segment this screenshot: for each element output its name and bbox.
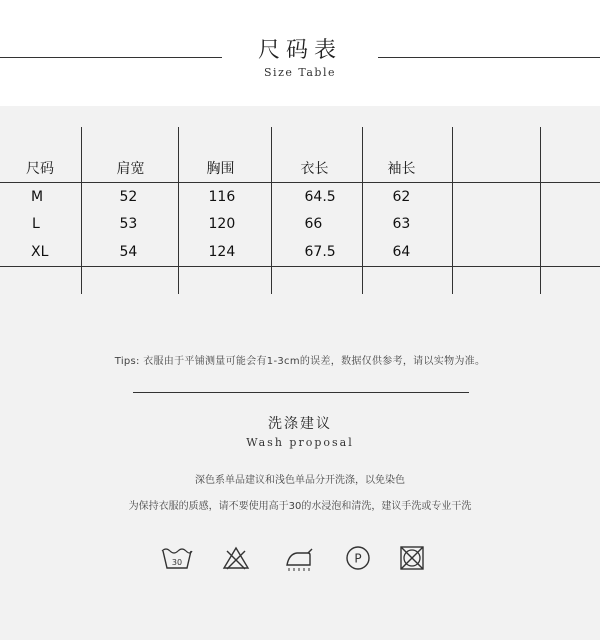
iron-low-icon	[283, 545, 315, 571]
table-row: XL 54 124 67.5 64	[0, 238, 600, 266]
table-row: M 52 116 64.5 62	[0, 183, 600, 211]
header-cell-chest: 胸围	[178, 155, 271, 183]
svg-text:30: 30	[171, 558, 183, 567]
header-cell-blank-1	[452, 155, 540, 183]
header-cell-length: 衣长	[271, 155, 362, 183]
size-table	[0, 127, 600, 294]
wash-30-icon	[161, 545, 193, 571]
header-area	[0, 0, 600, 106]
tips-note: Tips: 衣服由于平铺测量可能会有1-3cm的误差，数据仅供参考，请以实物为准。	[114, 356, 486, 367]
header-cell-size: 尺码	[0, 155, 81, 183]
no-bleach-icon	[222, 545, 250, 571]
table-row: L 53 120 66 63	[0, 211, 600, 239]
header-cell-blank-2	[540, 155, 600, 183]
wash-advice-line-2: 为保持衣服的质感，请不要使用高于30的水浸泡和清洗，建议手洗或专业干洗	[128, 501, 472, 512]
header-cell-shoulder: 肩宽	[81, 155, 178, 183]
no-tumble-dry-icon	[399, 545, 425, 571]
section-divider	[133, 392, 469, 393]
table-spacer-row	[0, 127, 600, 155]
page-subtitle: Size Table	[264, 66, 336, 79]
wash-advice-line-1: 深色系单品建议和浅色单品分开洗涤，以免染色	[195, 475, 405, 486]
table-spacer-row	[0, 266, 600, 294]
header-cell-sleeve: 袖长	[362, 155, 452, 183]
table-header-row	[0, 155, 600, 183]
dry-clean-p-icon	[345, 545, 371, 571]
page-title: 尺码表	[257, 38, 342, 63]
svg-text:P: P	[354, 551, 362, 566]
wash-subtitle: Wash proposal	[246, 436, 354, 449]
wash-title: 洗涤建议	[268, 416, 332, 432]
